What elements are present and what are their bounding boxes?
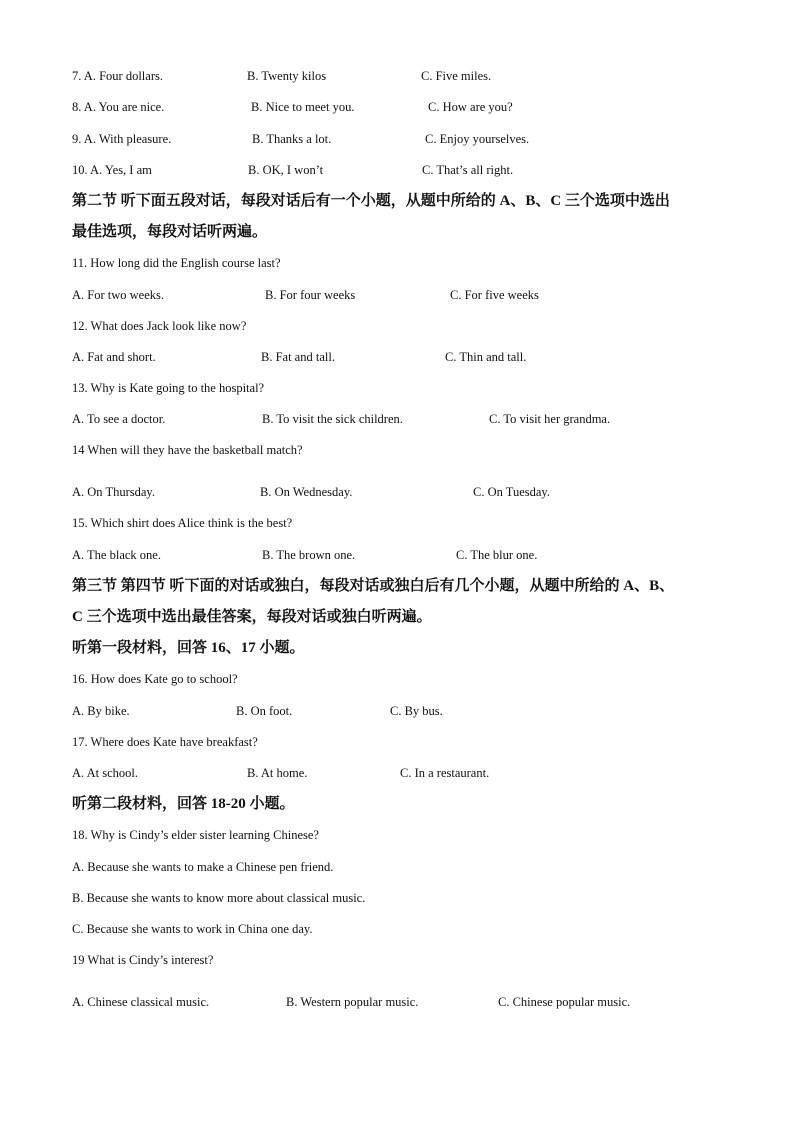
q18-option-b: B. Because she wants to know more about classical music.: [72, 891, 366, 905]
q14-option-c: C. On Tuesday.: [473, 485, 550, 499]
q12-option-b: B. Fat and tall.: [261, 350, 335, 364]
q8-option-c: C. How are you?: [428, 100, 513, 114]
q7-option-a: 7. A. Four dollars.: [72, 69, 163, 83]
q15-stem: 15. Which shirt does Alice think is the best?: [72, 516, 293, 530]
q15-option-b: B. The brown one.: [262, 548, 356, 562]
q16-option-c: C. By bus.: [390, 704, 443, 718]
q13-option-c: C. To visit her grandma.: [489, 412, 611, 426]
q16-stem: 16. How does Kate go to school?: [72, 672, 238, 686]
q12-stem: 12. What does Jack look like now?: [72, 319, 247, 333]
q19-stem: 19 What is Cindy’s interest?: [72, 953, 214, 967]
q14-stem: 14 When will they have the basketball match?: [72, 443, 303, 457]
q15-option-c: C. The blur one.: [456, 548, 538, 562]
q12-option-a: A. Fat and short.: [72, 350, 156, 364]
q16-option-a: A. By bike.: [72, 704, 130, 718]
q11-stem: 11. How long did the English course last?: [72, 256, 281, 270]
q19-option-a: A. Chinese classical music.: [72, 995, 210, 1009]
q17-option-a: A. At school.: [72, 766, 138, 780]
section34-heading-line2: C 三个选项中选出最佳答案，每段对话或独白听两遍。: [72, 609, 432, 625]
q19-option-b: B. Western popular music.: [286, 995, 419, 1009]
q7-option-b: B. Twenty kilos: [247, 69, 327, 83]
q11-option-c: C. For five weeks: [450, 288, 539, 302]
q17-option-b: B. At home.: [247, 766, 308, 780]
q14-option-b: B. On Wednesday.: [260, 485, 353, 499]
q16-option-b: B. On foot.: [236, 704, 293, 718]
q13-option-a: A. To see a doctor.: [72, 412, 166, 426]
q9-option-c: C. Enjoy yourselves.: [425, 132, 530, 146]
q18-option-c: C. Because she wants to work in China one day.: [72, 922, 313, 936]
q17-option-c: C. In a restaurant.: [400, 766, 490, 780]
q10-option-b: B. OK, I won’t: [248, 163, 324, 177]
material2-heading: 听第二段材料，回答 18-20 小题。: [72, 796, 295, 812]
q11-option-b: B. For four weeks: [265, 288, 356, 302]
q18-stem: 18. Why is Cindy’s elder sister learning Chinese?: [72, 828, 319, 842]
section2-heading-line2: 最佳选项，每段对话听两遍。: [72, 224, 268, 240]
q15-option-a: A. The black one.: [72, 548, 161, 562]
q10-option-a: 10. A. Yes, I am: [72, 163, 152, 177]
q11-option-a: A. For two weeks.: [72, 288, 165, 302]
q9-option-b: B. Thanks a lot.: [252, 132, 332, 146]
q13-stem: 13. Why is Kate going to the hospital?: [72, 381, 265, 395]
q8-option-b: B. Nice to meet you.: [251, 100, 355, 114]
q12-option-c: C. Thin and tall.: [445, 350, 527, 364]
q18-option-a: A. Because she wants to make a Chinese pen friend.: [72, 860, 334, 874]
q14-option-a: A. On Thursday.: [72, 485, 155, 499]
q19-option-c: C. Chinese popular music.: [498, 995, 631, 1009]
q10-option-c: C. That’s all right.: [422, 163, 514, 177]
material1-heading: 听第一段材料，回答 16、17 小题。: [72, 640, 305, 656]
q9-option-a: 9. A. With pleasure.: [72, 132, 172, 146]
q17-stem: 17. Where does Kate have breakfast?: [72, 735, 258, 749]
q13-option-b: B. To visit the sick children.: [262, 412, 403, 426]
q7-option-c: C. Five miles.: [421, 69, 492, 83]
q8-option-a: 8. A. You are nice.: [72, 100, 165, 114]
section2-heading-line1: 第二节 听下面五段对话，每段对话后有一个小题，从题中所给的 A、B、C 三个选项中选出: [72, 193, 670, 209]
section34-heading-line1: 第三节 第四节 听下面的对话或独白，每段对话或独白后有几个小题，从题中所给的 A、B、: [72, 578, 675, 594]
